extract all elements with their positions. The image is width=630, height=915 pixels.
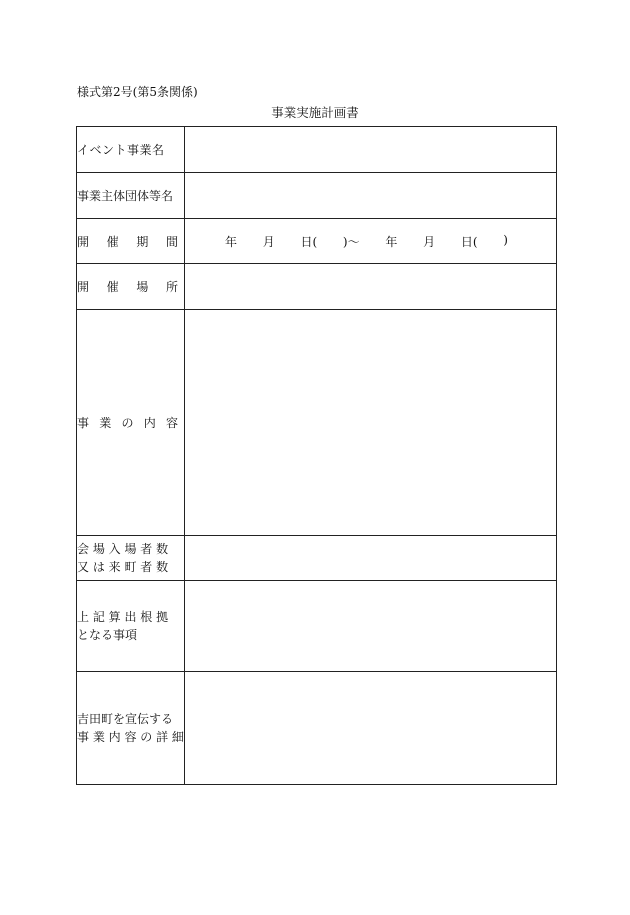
label-basis: [77, 581, 185, 672]
label-attendance-line1: 会 場 入 場 者 数: [77, 542, 169, 556]
row-attendance: [77, 536, 557, 581]
row-period: [77, 219, 557, 264]
label-period-char: 開: [77, 234, 90, 249]
form-number: 様式第2号(第5条関係): [77, 85, 198, 99]
label-event-name: イベント事業名: [77, 127, 185, 173]
field-venue[interactable]: [185, 264, 557, 310]
field-event-name[interactable]: [185, 127, 557, 173]
field-period[interactable]: [185, 219, 557, 264]
label-period-char: 催: [106, 234, 119, 249]
label-attendance-line2: 又 は 来 町 者 数: [77, 560, 169, 574]
end-month-unit: 月: [423, 234, 436, 249]
label-period-char: 期: [136, 234, 149, 249]
row-venue: [77, 264, 557, 310]
row-promotion: [77, 672, 557, 785]
label-content-char: 容: [165, 416, 178, 430]
row-organizer: [77, 173, 557, 219]
field-organizer[interactable]: [185, 173, 557, 219]
label-venue: [77, 264, 185, 310]
field-promotion[interactable]: [185, 672, 557, 785]
start-month-unit: 月: [262, 234, 275, 249]
label-content-char: 事: [77, 416, 90, 430]
label-attendance: [77, 536, 185, 581]
label-basis-line1: 上 記 算 出 根 拠: [77, 610, 169, 624]
label-venue-char: 催: [106, 280, 119, 294]
start-day-unit: 日(: [300, 234, 318, 249]
start-year-unit: 年: [225, 234, 238, 249]
field-content[interactable]: [185, 310, 557, 536]
label-organizer: 事業主体団体等名: [77, 173, 185, 219]
label-venue-char: 開: [77, 280, 90, 294]
end-weekday-close: ): [503, 232, 508, 247]
row-content: [77, 310, 557, 536]
row-event-name: [77, 127, 557, 173]
label-promotion: [77, 672, 185, 785]
start-weekday-close: )〜: [342, 234, 360, 249]
document-title: 事業実施計画書: [271, 105, 359, 120]
field-attendance[interactable]: [185, 536, 557, 581]
label-content-char: 業: [99, 416, 112, 430]
label-venue-char: 所: [165, 280, 178, 294]
label-basis-line2: となる事項: [77, 628, 138, 642]
label-promotion-line1: 吉田町を宣伝する: [77, 712, 174, 726]
field-basis[interactable]: [185, 581, 557, 672]
label-content-char: 内: [143, 416, 156, 430]
plan-table: [76, 126, 557, 785]
end-day-unit: 日(: [460, 234, 478, 249]
label-promotion-line2: 事 業 内 容 の 詳 細: [77, 730, 184, 744]
label-content-char: の: [121, 416, 134, 430]
label-content: [77, 310, 185, 536]
label-venue-char: 場: [136, 280, 149, 294]
label-period-char: 間: [165, 234, 178, 249]
end-year-unit: 年: [385, 234, 398, 249]
row-basis: [77, 581, 557, 672]
label-period: [77, 219, 185, 264]
